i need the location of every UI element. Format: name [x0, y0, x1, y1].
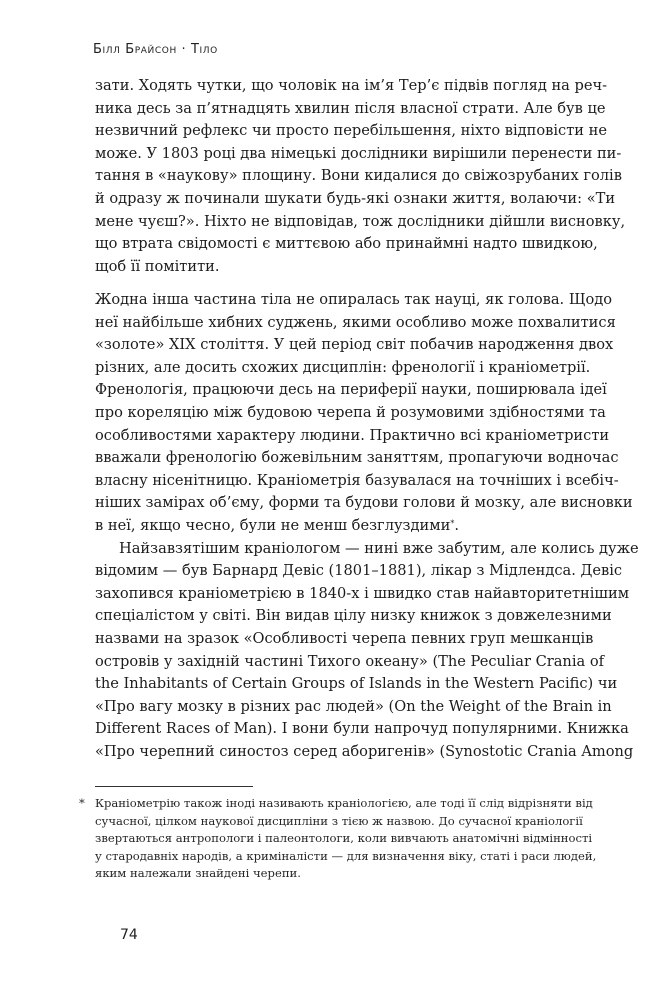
text-line: ника десь за п’ятнадцять хвилин після власної страти. Але був це — [95, 99, 606, 117]
footnote-line: яким належали знайдені черепи. — [95, 866, 301, 881]
text-line: Жодна інша частина тіла не опиралась так науці, як голова. Щодо — [95, 291, 613, 308]
footnote-line: звертаються антропологи і палеонтологи, коли вивчають анатомічні відмінності — [95, 831, 593, 846]
text-line: тання в «наукову» площину. Вони кидалися до свіжозрубаних голів — [95, 167, 622, 185]
text-line: Different Races of Man). І вони були напрочуд популярними. Книжка — [95, 720, 629, 738]
text-line: Найзавзятішим краніологом — нині вже забутим, але колись дуже — [119, 539, 639, 557]
text-line: Френологія, працюючи десь на периферії науки, поширювала ідеї — [95, 381, 607, 399]
text-line: незвичний рефлекс чи просто перебільшення, ніхто відповісти не — [95, 122, 608, 140]
text-line: зати. Ходять чутки, що чоловік на ім’я Тер’є підвів погляд на реч- — [95, 77, 608, 94]
footnote-line: Краніометрію також іноді називають краніологією, але тоді її слід відрізняти від — [95, 796, 593, 810]
paragraph-1 — [95, 75, 626, 278]
text-line: островів у західній частині Тихого океану» (The Peculiar Crania of — [95, 652, 605, 670]
text-line: «Про черепний синостоз серед аборигенів» (Synostotic Crania Among — [95, 742, 634, 760]
text-line: захопився краніометрією в 1840-х і швидко став найавторитетнішим — [95, 584, 630, 602]
paragraph-2 — [95, 289, 639, 763]
text-line: ніших замірах об’єму, форми та будови голови й мозку, але висновки — [95, 494, 633, 512]
period: . — [454, 516, 459, 534]
text-line: мене чуєш?». Ніхто не відповідав, тож дослідники дійшли висновку, — [95, 212, 626, 230]
text-line: назвами на зразок «Особливості черепа певних груп мешканців — [95, 629, 594, 647]
text-line: про кореляцію між будовою черепа й розумовими здібностями та — [95, 403, 606, 421]
footnote-reference[interactable]: * — [450, 518, 455, 528]
footnote-line: сучасної, цілком наукової дисципліни з тією ж назвою. До сучасної краніології — [95, 813, 583, 828]
footnote — [79, 795, 597, 883]
text-line: може. У 1803 році два німецькі дослідники вирішили перенести пи- — [95, 144, 622, 162]
text-line: в неї, якщо чесно, були не менш безглуздими — [95, 516, 451, 534]
text-line: щоб її помітити. — [95, 257, 220, 275]
text-line: спеціалістом у світі. Він видав цілу низку книжок з довжелезними — [95, 607, 612, 625]
text-line: неї найбільше хибних суджень, якими особливо може похвалитися — [95, 313, 616, 331]
running-head: Білл Брайсон · Тіло — [93, 42, 218, 57]
footnote-line: у стародавніх народів, а криміналісти — для визначення віку, статі і раси людей, — [95, 848, 597, 863]
text-line: «золоте» XIX століття. У цей період світ побачив народження двох — [95, 336, 614, 354]
text-line: що втрата свідомості є миттєвою або принаймні надто швидкою, — [95, 235, 598, 253]
text-line: the Inhabitants of Certain Groups of Islands in the Western Pacific) чи — [95, 675, 618, 693]
text-line: власну нісенітницю. Краніометрія базувалася на точніших і всебіч- — [95, 471, 619, 489]
text-line: особливостями характеру людини. Практично всі краніометристи — [95, 426, 610, 444]
footnote-marker: * — [79, 796, 85, 810]
text-line: відомим — був Барнард Девіс (1801–1881), лікар з Мідлендса. Девіс — [95, 562, 623, 580]
text-line: різних, але досить схожих дисциплін: френології і краніометрії. — [95, 358, 591, 376]
footnote-divider — [95, 786, 253, 787]
text-line: й одразу ж починали шукати будь-які ознаки життя, волаючи: «Ти — [95, 189, 616, 207]
page-number: 74 — [120, 927, 138, 943]
text-line-with-note — [95, 515, 569, 538]
text-line: вважали френологію божевільним заняттям, пропагуючи водночас — [95, 449, 619, 467]
text-line: «Про вагу мозку в різних рас людей» (On the Weight of the Brain in — [95, 697, 612, 715]
